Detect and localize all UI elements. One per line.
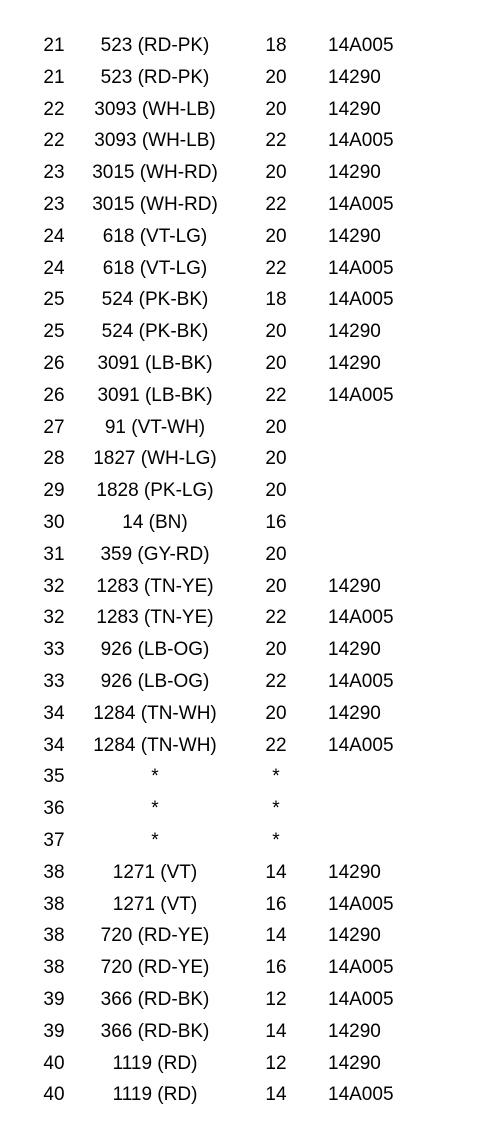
table-row bbox=[0, 666, 496, 698]
wire-gauge-cell: * bbox=[272, 829, 280, 851]
table-row bbox=[0, 157, 496, 189]
circuit-cell: 1827 (WH-LG) bbox=[93, 448, 217, 470]
pin-number-cell: 24 bbox=[43, 225, 65, 247]
wire-gauge-cell: 14 bbox=[265, 1084, 287, 1106]
table-row bbox=[0, 602, 496, 634]
wire-gauge-cell: 20 bbox=[265, 225, 287, 247]
wire-gauge-cell: 20 bbox=[265, 352, 287, 374]
part-number-cell: 14290 bbox=[328, 162, 381, 184]
wire-gauge-cell: 22 bbox=[265, 130, 287, 152]
circuit-cell: 359 (GY-RD) bbox=[100, 543, 210, 565]
table-row bbox=[0, 952, 496, 984]
circuit-cell: 926 (LB-OG) bbox=[100, 670, 210, 692]
circuit-cell: 1119 (RD) bbox=[112, 1052, 198, 1074]
circuit-cell: 3091 (LB-BK) bbox=[97, 384, 213, 406]
part-number-cell: 14A005 bbox=[328, 289, 394, 311]
pin-number-cell: 36 bbox=[43, 798, 65, 820]
circuit-cell: 366 (RD-BK) bbox=[100, 1020, 210, 1042]
circuit-cell: 524 (PK-BK) bbox=[101, 321, 209, 343]
wire-gauge-cell: 20 bbox=[265, 702, 287, 724]
part-number-cell: 14290 bbox=[328, 66, 381, 88]
wire-gauge-cell: 20 bbox=[265, 543, 287, 565]
pin-number-cell: 38 bbox=[43, 893, 65, 915]
part-number-cell: 14290 bbox=[328, 321, 381, 343]
part-number-cell: 14A005 bbox=[328, 893, 394, 915]
table-row bbox=[0, 284, 496, 316]
table-row bbox=[0, 634, 496, 666]
pin-number-cell: 38 bbox=[43, 957, 65, 979]
pin-number-cell: 33 bbox=[43, 639, 65, 661]
table-row bbox=[0, 412, 496, 444]
table-row bbox=[0, 125, 496, 157]
pin-number-cell: 32 bbox=[43, 575, 65, 597]
table-row bbox=[0, 1048, 496, 1080]
pin-number-cell: 25 bbox=[43, 321, 65, 343]
part-number-cell: 14A005 bbox=[328, 670, 394, 692]
wire-gauge-cell: 22 bbox=[265, 384, 287, 406]
wire-gauge-cell: 14 bbox=[265, 925, 287, 947]
part-number-cell: 14290 bbox=[328, 702, 381, 724]
table-row bbox=[0, 253, 496, 285]
wire-gauge-cell: 14 bbox=[265, 861, 287, 883]
table-row bbox=[0, 475, 496, 507]
part-number-cell: 14A005 bbox=[328, 193, 394, 215]
circuit-cell: 720 (RD-YE) bbox=[100, 957, 210, 979]
pin-number-cell: 26 bbox=[43, 384, 65, 406]
circuit-cell: 3093 (WH-LB) bbox=[94, 130, 216, 152]
table-row bbox=[0, 443, 496, 475]
table-row bbox=[0, 857, 496, 889]
pin-number-cell: 28 bbox=[43, 448, 65, 470]
pin-number-cell: 23 bbox=[43, 162, 65, 184]
wire-gauge-cell: 22 bbox=[265, 670, 287, 692]
circuit-cell: 3015 (WH-RD) bbox=[92, 193, 218, 215]
circuit-cell: 1284 (TN-WH) bbox=[93, 734, 217, 756]
wire-gauge-cell: 20 bbox=[265, 575, 287, 597]
wire-gauge-cell: 20 bbox=[265, 639, 287, 661]
table-row bbox=[0, 571, 496, 603]
pin-number-cell: 40 bbox=[43, 1052, 65, 1074]
table-row bbox=[0, 698, 496, 730]
pin-number-cell: 35 bbox=[43, 766, 65, 788]
table-row bbox=[0, 30, 496, 62]
circuit-cell: 1271 (VT) bbox=[112, 893, 198, 915]
wire-gauge-cell: 16 bbox=[265, 893, 287, 915]
wire-gauge-cell: 20 bbox=[265, 321, 287, 343]
wire-gauge-cell: 18 bbox=[265, 35, 287, 56]
wire-gauge-cell: 14 bbox=[265, 1020, 287, 1042]
part-number-cell: 14A005 bbox=[328, 35, 394, 56]
table-row bbox=[0, 1079, 496, 1111]
circuit-cell: 720 (RD-YE) bbox=[100, 925, 210, 947]
wire-gauge-cell: 22 bbox=[265, 607, 287, 629]
wire-gauge-cell: 20 bbox=[265, 66, 287, 88]
table-row bbox=[0, 94, 496, 126]
table-row bbox=[0, 793, 496, 825]
part-number-cell: 14290 bbox=[328, 1052, 381, 1074]
table-row bbox=[0, 62, 496, 94]
table-row bbox=[0, 761, 496, 793]
table-row bbox=[0, 221, 496, 253]
circuit-cell: * bbox=[151, 829, 159, 851]
wire-gauge-cell: 16 bbox=[265, 957, 287, 979]
table-row bbox=[0, 189, 496, 221]
pin-number-cell: 34 bbox=[43, 734, 65, 756]
connector-pinout-table bbox=[0, 30, 496, 1111]
part-number-cell: 14A005 bbox=[328, 734, 394, 756]
pin-number-cell: 38 bbox=[43, 861, 65, 883]
pin-number-cell: 38 bbox=[43, 925, 65, 947]
wire-gauge-cell: 20 bbox=[265, 416, 287, 438]
pin-number-cell: 23 bbox=[43, 193, 65, 215]
table-row bbox=[0, 889, 496, 921]
part-number-cell: 14290 bbox=[328, 352, 381, 374]
table-row bbox=[0, 507, 496, 539]
part-number-cell: 14A005 bbox=[328, 957, 394, 979]
pin-number-cell: 37 bbox=[43, 829, 65, 851]
pin-number-cell: 33 bbox=[43, 670, 65, 692]
part-number-cell: 14290 bbox=[328, 861, 381, 883]
pin-number-cell: 22 bbox=[43, 98, 65, 120]
wire-gauge-cell: 20 bbox=[265, 480, 287, 502]
wire-gauge-cell: 20 bbox=[265, 448, 287, 470]
table-row bbox=[0, 380, 496, 412]
part-number-cell: 14290 bbox=[328, 1020, 381, 1042]
wire-gauge-cell: 22 bbox=[265, 193, 287, 215]
pin-number-cell: 22 bbox=[43, 130, 65, 152]
circuit-cell: 1283 (TN-YE) bbox=[96, 607, 214, 629]
wire-gauge-cell: 16 bbox=[265, 511, 287, 533]
part-number-cell: 14A005 bbox=[328, 257, 394, 279]
circuit-cell: 1284 (TN-WH) bbox=[93, 702, 217, 724]
table-row bbox=[0, 348, 496, 380]
part-number-cell: 14290 bbox=[328, 925, 381, 947]
circuit-cell: 926 (LB-OG) bbox=[100, 639, 210, 661]
part-number-cell: 14290 bbox=[328, 639, 381, 661]
part-number-cell: 14A005 bbox=[328, 130, 394, 152]
wire-gauge-cell: 18 bbox=[265, 289, 287, 311]
circuit-cell: 523 (RD-PK) bbox=[100, 66, 210, 88]
pin-number-cell: 27 bbox=[43, 416, 65, 438]
pin-number-cell: 21 bbox=[43, 66, 65, 88]
circuit-cell: 618 (VT-LG) bbox=[102, 225, 208, 247]
circuit-cell: * bbox=[151, 766, 159, 788]
circuit-cell: 91 (VT-WH) bbox=[104, 416, 206, 438]
circuit-cell: 14 (BN) bbox=[122, 511, 188, 533]
circuit-cell: 3091 (LB-BK) bbox=[97, 352, 213, 374]
pin-number-cell: 32 bbox=[43, 607, 65, 629]
table-row bbox=[0, 730, 496, 762]
circuit-cell: 523 (RD-PK) bbox=[100, 35, 210, 56]
pin-number-cell: 24 bbox=[43, 257, 65, 279]
part-number-cell: 14290 bbox=[328, 225, 381, 247]
wire-gauge-cell: 22 bbox=[265, 257, 287, 279]
circuit-cell: 618 (VT-LG) bbox=[102, 257, 208, 279]
circuit-cell: 366 (RD-BK) bbox=[100, 988, 210, 1010]
table-row bbox=[0, 539, 496, 571]
pin-number-cell: 31 bbox=[43, 543, 65, 565]
circuit-cell: 3093 (WH-LB) bbox=[94, 98, 216, 120]
pin-number-cell: 26 bbox=[43, 352, 65, 374]
table-row bbox=[0, 825, 496, 857]
pin-number-cell: 21 bbox=[43, 35, 65, 56]
pin-number-cell: 29 bbox=[43, 480, 65, 502]
wire-gauge-cell: 12 bbox=[265, 1052, 287, 1074]
pin-number-cell: 34 bbox=[43, 702, 65, 724]
circuit-cell: 1119 (RD) bbox=[112, 1084, 198, 1106]
circuit-cell: * bbox=[151, 798, 159, 820]
pin-number-cell: 40 bbox=[43, 1084, 65, 1106]
wire-gauge-cell: 20 bbox=[265, 162, 287, 184]
part-number-cell: 14290 bbox=[328, 575, 381, 597]
wire-gauge-cell: 22 bbox=[265, 734, 287, 756]
circuit-cell: 1283 (TN-YE) bbox=[96, 575, 214, 597]
circuit-cell: 1828 (PK-LG) bbox=[96, 480, 214, 502]
circuit-cell: 524 (PK-BK) bbox=[101, 289, 209, 311]
pin-number-cell: 30 bbox=[43, 511, 65, 533]
pin-number-cell: 39 bbox=[43, 988, 65, 1010]
part-number-cell: 14A005 bbox=[328, 384, 394, 406]
part-number-cell: 14A005 bbox=[328, 988, 394, 1010]
wire-gauge-cell: 20 bbox=[265, 98, 287, 120]
wire-gauge-cell: * bbox=[272, 798, 280, 820]
circuit-cell: 3015 (WH-RD) bbox=[92, 162, 218, 184]
pin-number-cell: 25 bbox=[43, 289, 65, 311]
wire-gauge-cell: * bbox=[272, 766, 280, 788]
pin-number-cell: 39 bbox=[43, 1020, 65, 1042]
table-row bbox=[0, 316, 496, 348]
part-number-cell: 14A005 bbox=[328, 607, 394, 629]
wire-gauge-cell: 12 bbox=[265, 988, 287, 1010]
part-number-cell: 14A005 bbox=[328, 1084, 394, 1106]
circuit-cell: 1271 (VT) bbox=[112, 861, 198, 883]
part-number-cell: 14290 bbox=[328, 98, 381, 120]
table-row bbox=[0, 920, 496, 952]
table-row bbox=[0, 1016, 496, 1048]
table-row bbox=[0, 984, 496, 1016]
